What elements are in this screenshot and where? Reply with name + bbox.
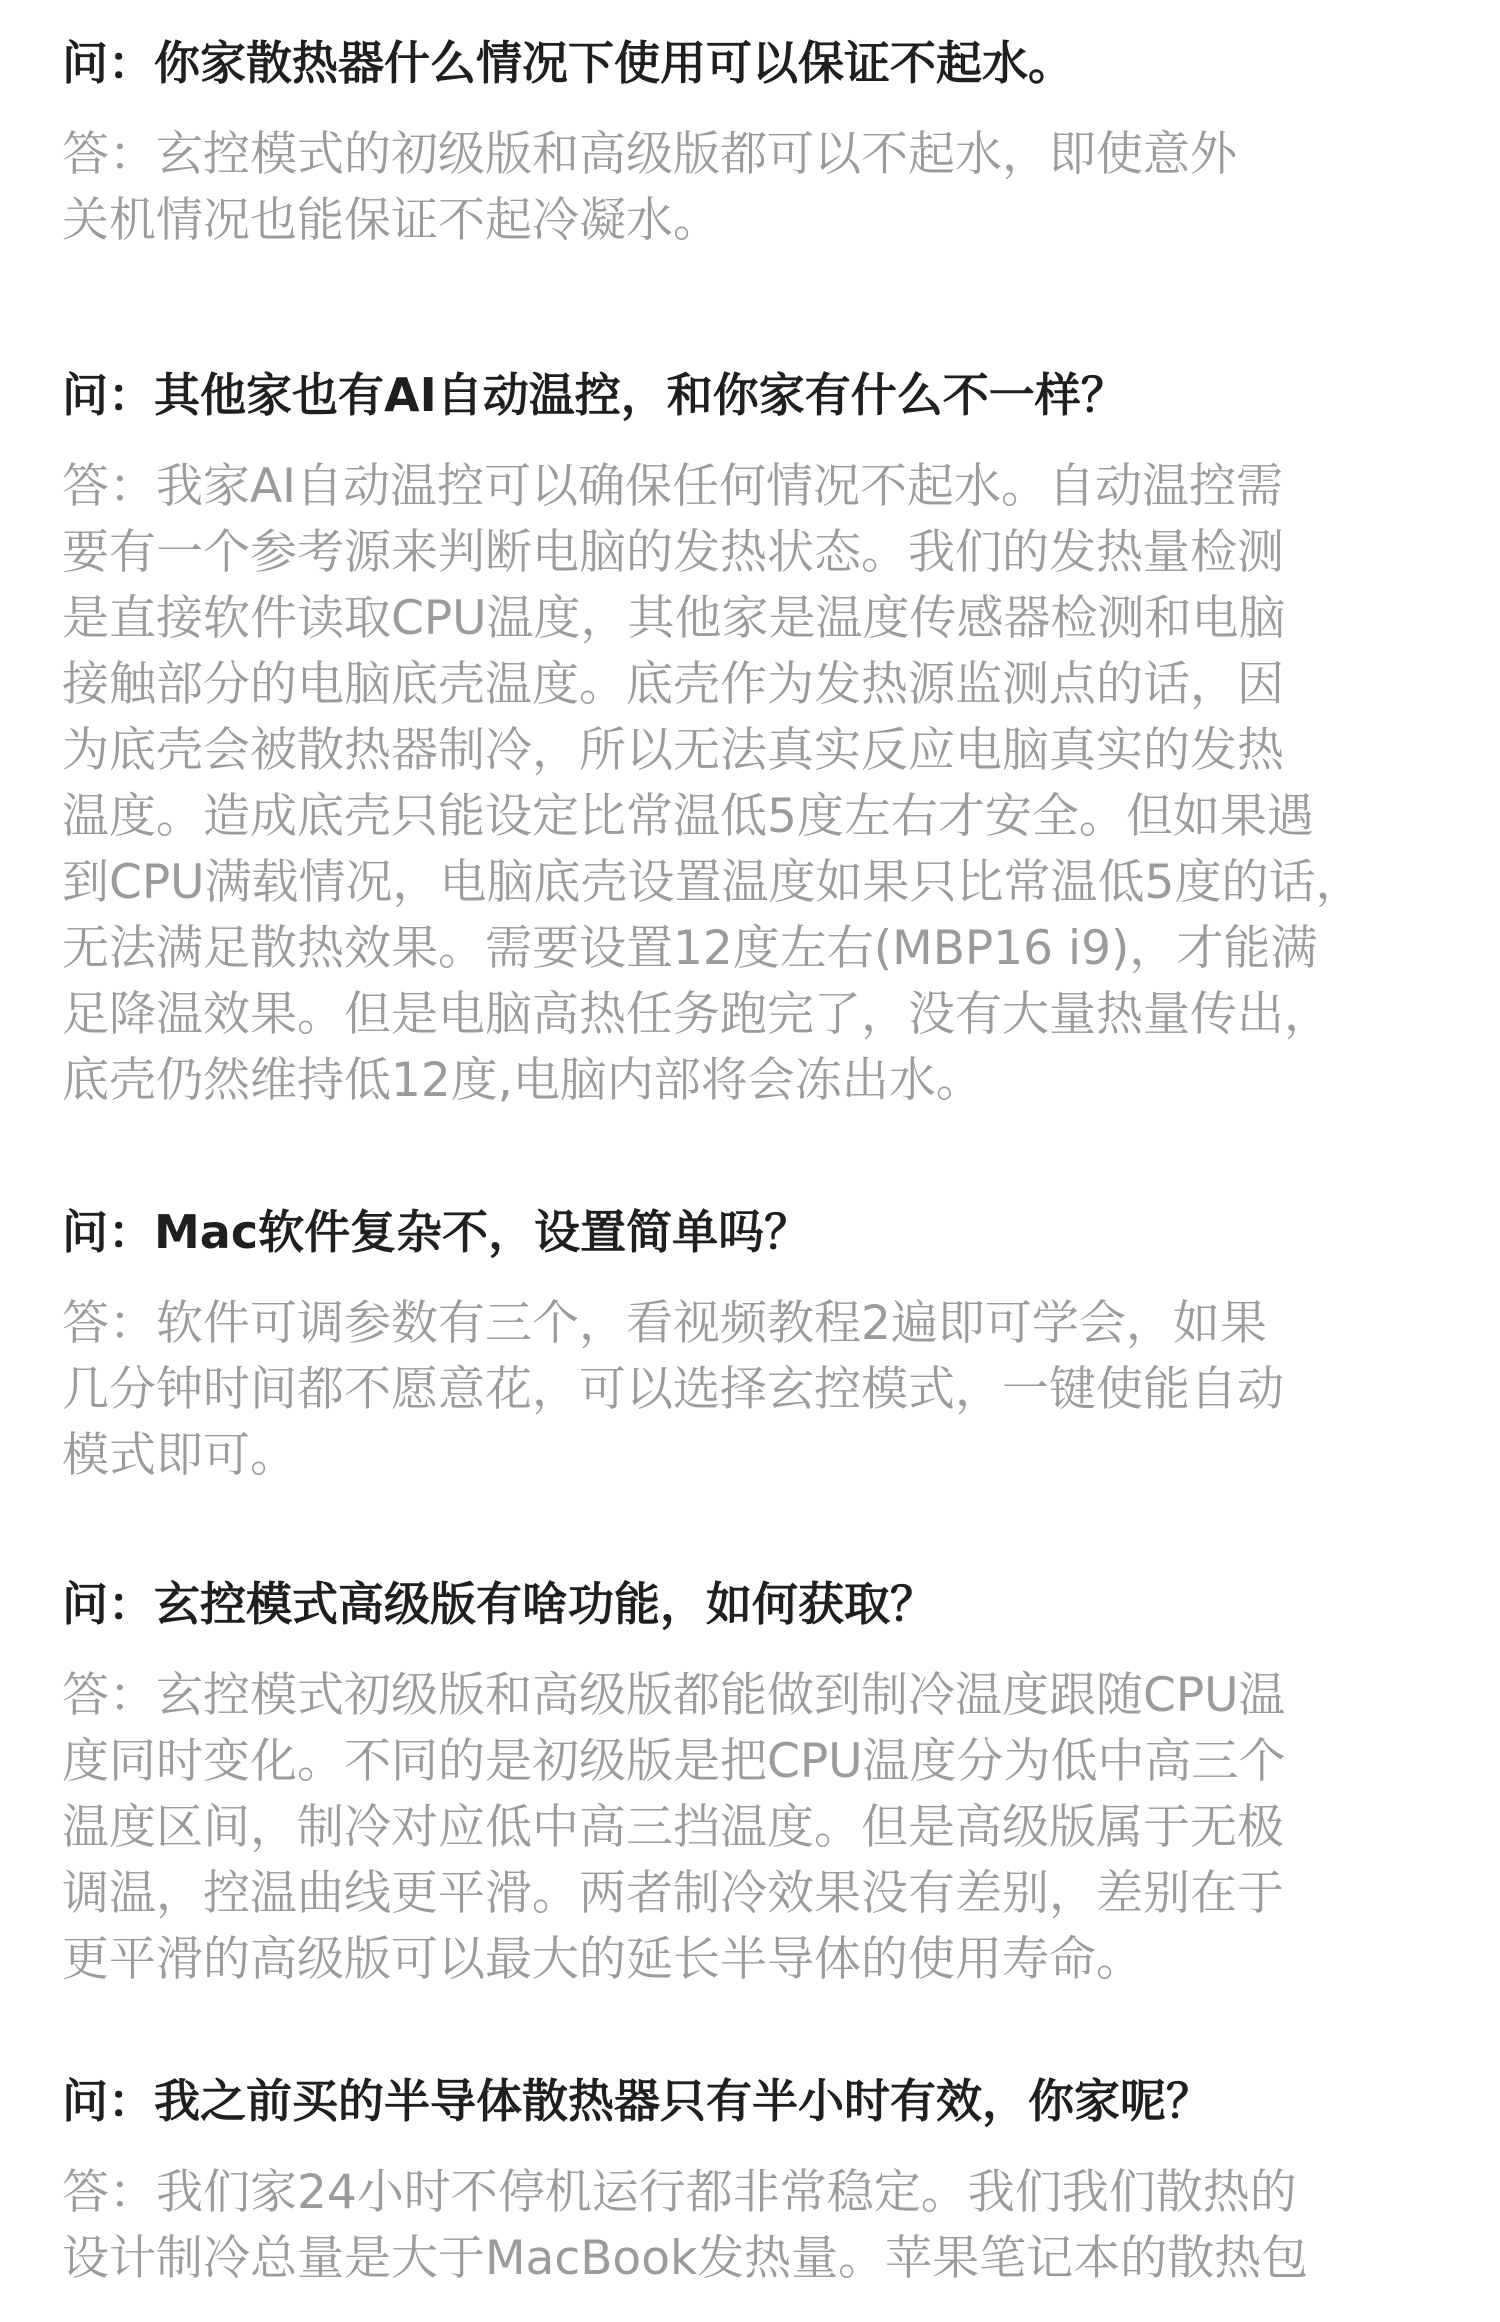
faq-item <box>62 366 1462 1114</box>
faq-item <box>62 2072 1462 2292</box>
faq-answer-line: 答：我家AI自动温控可以确保任何情况不起水。自动温控需 <box>62 458 1284 514</box>
faq-answer-line: 底壳仍然维持低12度,电脑内部将会冻出水。 <box>62 1052 983 1108</box>
faq-item <box>62 1203 1462 1489</box>
faq-answer <box>62 122 1462 254</box>
faq-answer-line: 无法满足散热效果。需要设置12度左右(MBP16 i9)，才能满 <box>62 920 1318 976</box>
faq-answer-line: 到CPU满载情况，电脑底壳设置温度如果只比常温低5度的话， <box>62 854 1363 910</box>
faq-answer-line: 是直接软件读取CPU温度，其他家是温度传感器检测和电脑 <box>62 590 1286 646</box>
faq-answer <box>62 454 1462 1114</box>
faq-item <box>62 1575 1462 1993</box>
faq-answer-line: 足降温效果。但是电脑高热任务跑完了，没有大量热量传出， <box>62 986 1331 1042</box>
faq-answer-line: 接触部分的电脑底壳温度。底壳作为发热源监测点的话，因 <box>62 656 1284 712</box>
faq-answer-line: 温度。造成底壳只能设定比常温低5度左右才安全。但如果遇 <box>62 788 1314 844</box>
faq-answer-line: 为底壳会被散热器制冷，所以无法真实反应电脑真实的发热 <box>62 722 1284 778</box>
faq-answer-line: 几分钟时间都不愿意花，可以选择玄控模式，一键使能自动 <box>62 1361 1284 1417</box>
faq-answer-line: 度同时变化。不同的是初级版是把CPU温度分为低中高三个 <box>62 1733 1286 1789</box>
faq-answer-line: 更平滑的高级版可以最大的延长半导体的使用寿命。 <box>62 1931 1143 1987</box>
faq-answer-line: 模式即可。 <box>62 1427 297 1483</box>
faq-question: 问：其他家也有AI自动温控，和你家有什么不一样？ <box>62 368 1127 422</box>
faq-answer-line: 答：玄控模式的初级版和高级版都可以不起水，即使意外 <box>62 126 1237 182</box>
faq-answer-line: 设计制冷总量是大于MacBook发热量。苹果笔记本的散热包 <box>62 2230 1309 2286</box>
faq-answer <box>62 2160 1462 2292</box>
faq-answer <box>62 1291 1462 1489</box>
faq-question: 问：我之前买的半导体散热器只有半小时有效，你家呢？ <box>62 2074 1212 2128</box>
faq-answer-line: 调温，控温曲线更平滑。两者制冷效果没有差别，差别在于 <box>62 1865 1284 1921</box>
faq-item <box>62 34 1462 254</box>
faq-question: 问：玄控模式高级版有啥功能，如何获取？ <box>62 1577 936 1631</box>
faq-answer-line: 温度区间，制冷对应低中高三挡温度。但是高级版属于无极 <box>62 1799 1284 1855</box>
faq-answer-line: 要有一个参考源来判断电脑的发热状态。我们的发热量检测 <box>62 524 1284 580</box>
faq-answer-line: 答：我们家24小时不停机运行都非常稳定。我们我们散热的 <box>62 2164 1297 2220</box>
faq-question: 问：Mac软件复杂不，设置简单吗？ <box>62 1205 811 1259</box>
faq-question: 问：你家散热器什么情况下使用可以保证不起水。 <box>62 36 1074 90</box>
faq-answer-line: 答：玄控模式初级版和高级版都能做到制冷温度跟随CPU温 <box>62 1667 1286 1723</box>
faq-answer-line: 关机情况也能保证不起冷凝水。 <box>62 192 720 248</box>
faq-answer <box>62 1663 1462 1993</box>
faq-answer-line: 答：软件可调参数有三个，看视频教程2遍即可学会，如果 <box>62 1295 1267 1351</box>
